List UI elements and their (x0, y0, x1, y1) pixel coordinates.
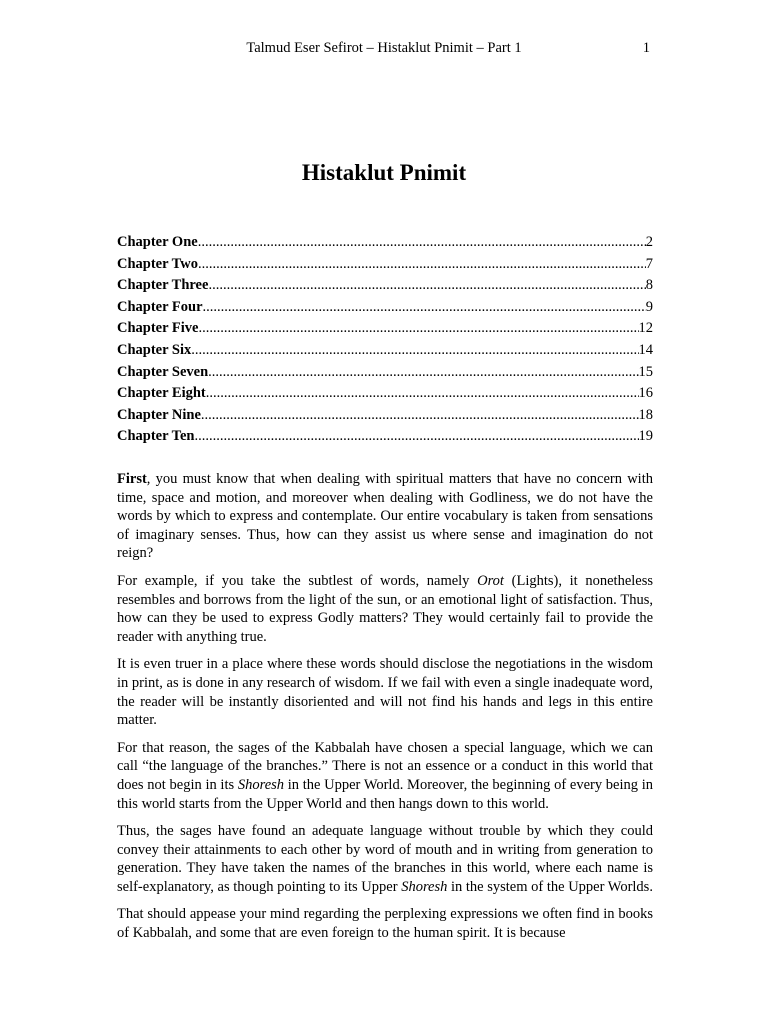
paragraph (117, 655, 653, 729)
toc-entry-page: 16 (638, 385, 653, 402)
running-header (0, 40, 768, 60)
paragraph (117, 822, 653, 896)
paragraph-text: It is even truer in a place where these words should disclose the negotiations in the wisdom in print, as is done in any research of wisdom. If we fail with even a single inadequate word, the reader will be instantly disoriented and will not find his hands and legs in this entire matter. (117, 656, 653, 729)
toc-entry[interactable] (117, 277, 653, 299)
toc-entry[interactable] (117, 320, 653, 342)
toc-entry[interactable] (117, 385, 653, 407)
toc-leader-dots (208, 364, 638, 381)
toc-entry-label: Chapter Ten (117, 428, 195, 445)
toc-entry-page: 19 (638, 428, 653, 445)
toc-entry-label: Chapter Three (117, 277, 209, 294)
toc-leader-dots (198, 234, 646, 251)
toc-entry-page: 9 (645, 298, 653, 315)
italic-term: Shoresh (401, 878, 448, 895)
toc-leader-dots (198, 256, 646, 273)
toc-entry-label: Chapter Six (117, 341, 192, 358)
toc-entry[interactable] (117, 299, 653, 321)
toc-entry-page: 7 (645, 255, 653, 272)
paragraph-text: That should appease your mind regarding the perplexing expressions we often find in books of Kabbalah, and some that are even foreign to the human spirit. It is because (117, 906, 653, 942)
toc-leader-dots (206, 385, 639, 402)
page-title: Histaklut Pnimit (301, 160, 467, 185)
toc-entry-label: Chapter One (117, 234, 198, 250)
page-number: 1 (642, 40, 650, 56)
toc-entry-label: Chapter Four (117, 298, 203, 315)
toc-entry[interactable] (117, 407, 653, 429)
italic-term: Shoresh (237, 776, 285, 793)
toc-entry-label: Chapter Nine (117, 406, 201, 423)
paragraph (117, 572, 653, 646)
toc-entry-label: Chapter Two (117, 255, 198, 272)
toc-entry[interactable] (117, 234, 653, 256)
toc-entry[interactable] (117, 342, 653, 364)
toc-entry-label: Chapter Seven (117, 363, 209, 380)
paragraph (117, 905, 653, 942)
paragraph-text: in the Upper World. Moreover, the beginning of every being in this world starts from the Upper World and then hangs down to this world. (117, 776, 653, 812)
toc-entry-page: 8 (645, 277, 653, 294)
paragraph-text: For that reason, the sages of the Kabbalah have chosen a special language, which we can call “the language of the branches.” There is not an essence or a conduct in this world that does not begin in its (117, 739, 653, 793)
paragraph (117, 470, 653, 563)
toc-leader-dots (203, 299, 646, 316)
toc-leader-dots (195, 428, 639, 445)
toc-entry-page: 12 (638, 320, 653, 337)
toc-entry-page: 15 (638, 363, 653, 380)
paragraph-text: For example, if you take the subtlest of words, namely (117, 572, 478, 589)
toc-entry[interactable] (117, 428, 653, 450)
toc-leader-dots (191, 342, 638, 359)
toc-entry[interactable] (117, 364, 653, 386)
paragraph-text: (Lights), it nonetheless resembles and borrows from the light of the sun, or an emotional light of satisfaction. Thus, how can they be used to express Godly matters? They would certainly fail to provide the reader with anything true. (117, 572, 653, 645)
toc-entry-page: 2 (645, 234, 653, 250)
paragraph-text: Thus, the sages have found an adequate language without trouble by which they could convey their attainments to each other by word of mouth and in writing from generation to generation. They have taken the names of the branches in this world, where each name is self-explanatory, as though pointing to its Upper (117, 823, 653, 895)
paragraph-text: , you must know that when dealing with spiritual matters that have no concern with time, space and motion, and moreover when dealing with Godliness, we do not have the words by which to express and contemplate. Our entire vocabulary is taken from sensations of imaginary senses. Thus, how can they assist us where sense and imagination do not reign? (117, 471, 653, 562)
toc-leader-dots (199, 320, 639, 337)
toc-leader-dots (201, 407, 639, 424)
table-of-contents (117, 234, 653, 450)
italic-term: Orot (477, 572, 504, 589)
toc-entry-label: Chapter Five (117, 320, 199, 337)
paragraph (117, 739, 653, 813)
toc-entry-page: 14 (638, 341, 653, 358)
running-header-title: Talmud Eser Sefirot – Histaklut Pnimit – Part 1 (246, 40, 522, 56)
toc-leader-dots (208, 277, 645, 294)
toc-entry-page: 18 (638, 406, 653, 423)
toc-entry-label: Chapter Eight (117, 385, 206, 402)
paragraph-text: in the system of the Upper Worlds. (447, 878, 653, 895)
body-text (117, 470, 653, 952)
lead-word: First (117, 471, 147, 487)
toc-entry[interactable] (117, 256, 653, 278)
